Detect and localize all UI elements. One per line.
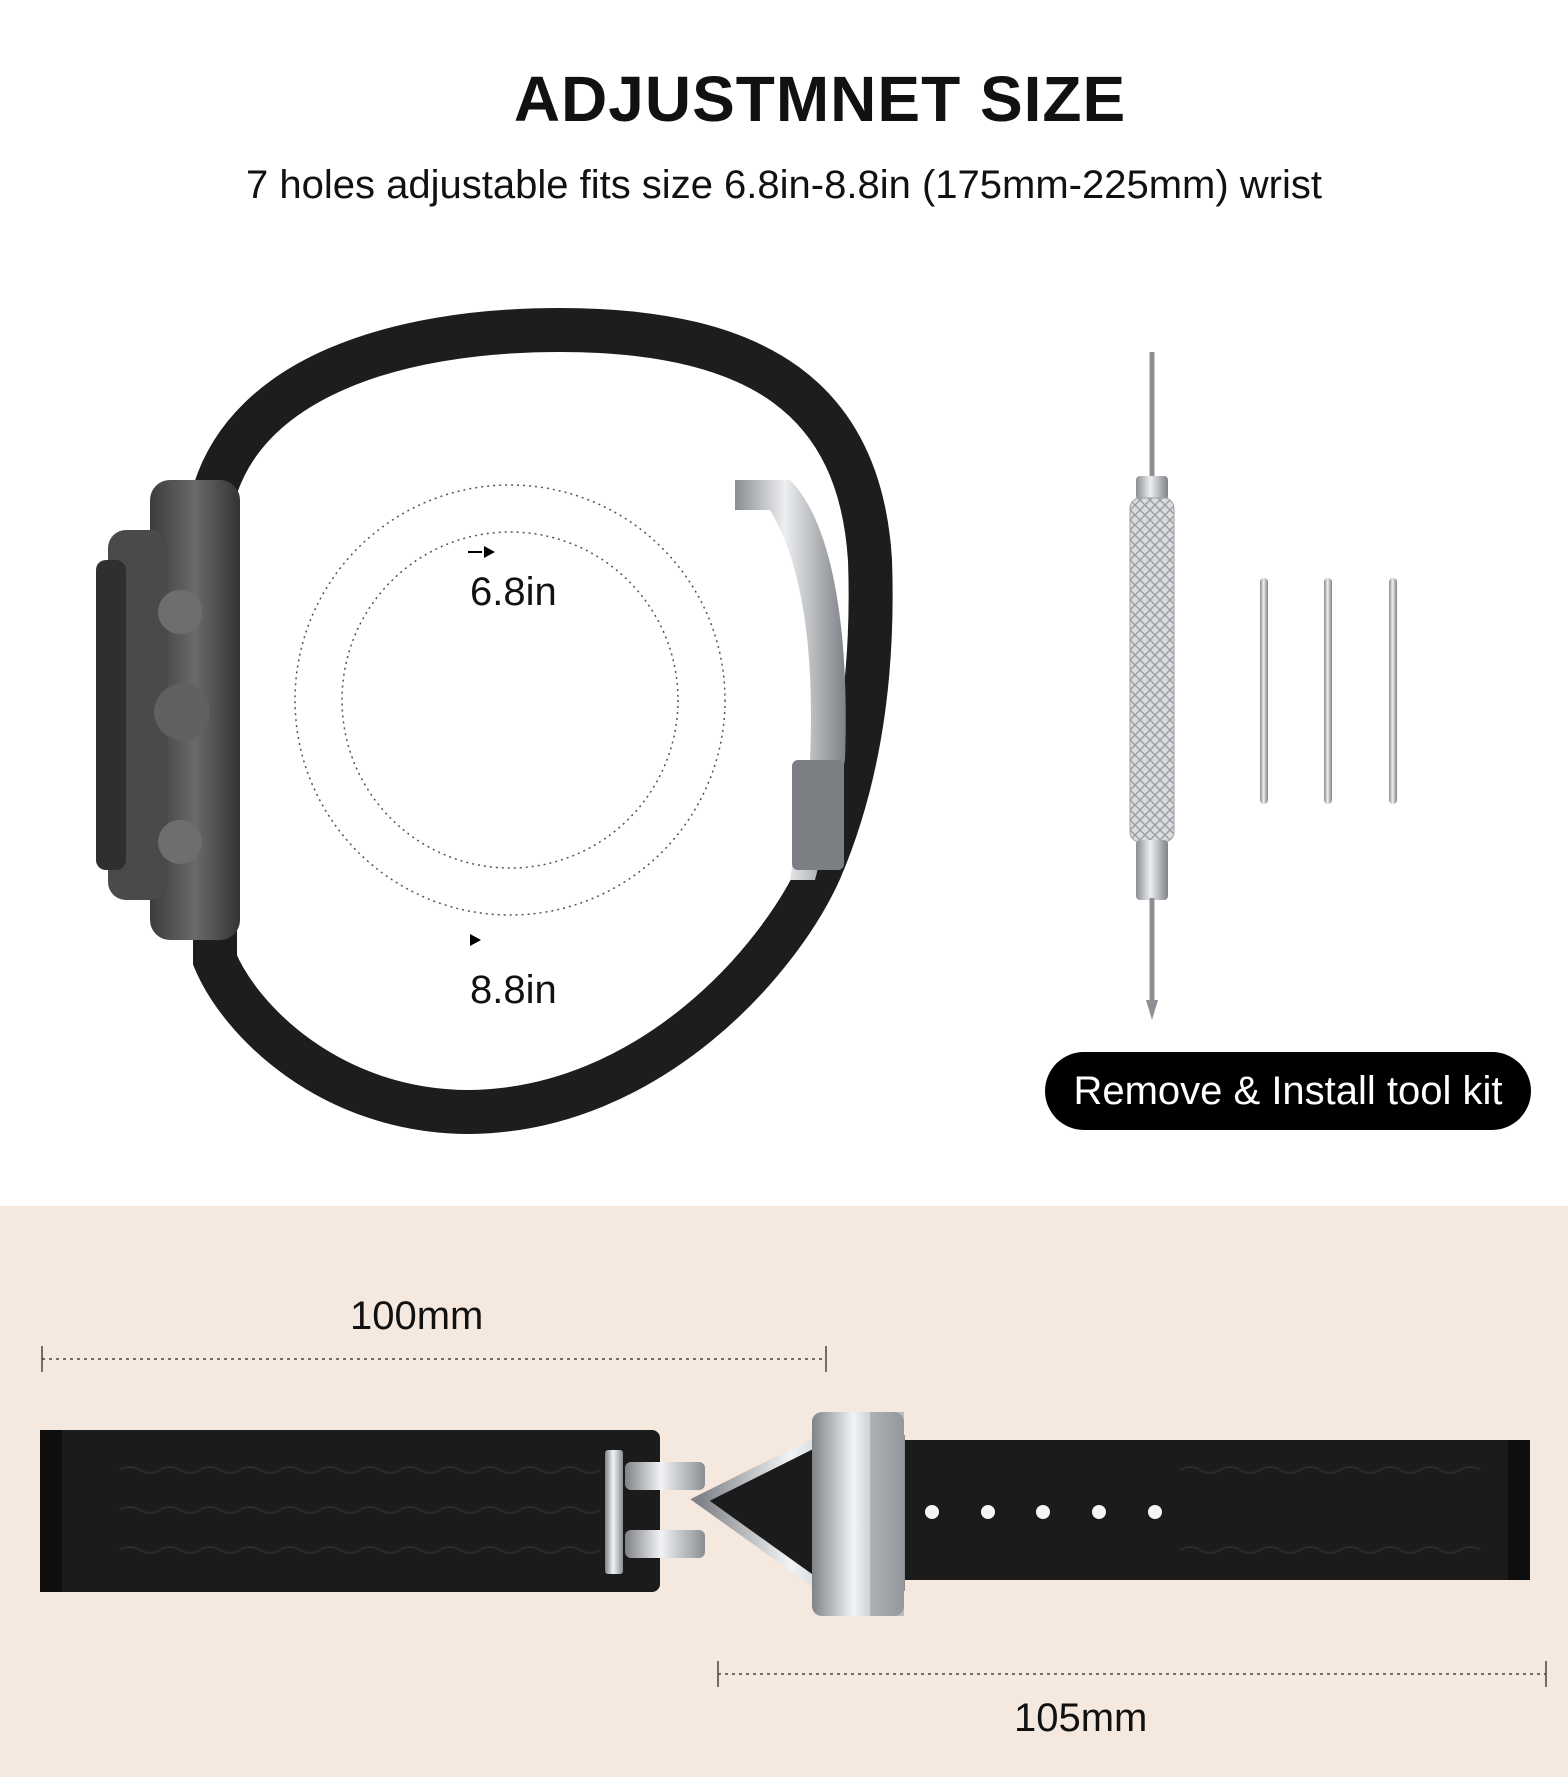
page-subtitle: 7 holes adjustable fits size 6.8in-8.8in (175mm-225mm) wrist [246, 163, 1322, 207]
page-title: ADJUSTMNET SIZE [513, 63, 1127, 135]
spring-bar-tool [1130, 352, 1174, 1020]
crown [154, 684, 210, 740]
size-max-label: 8.8in [470, 968, 557, 1012]
length-100mm-label: 100mm [350, 1294, 484, 1338]
pusher-bottom [158, 820, 202, 864]
pusher-top [158, 590, 202, 634]
strap-section [0, 1206, 1568, 1777]
size-circle-outer [295, 485, 725, 915]
size-min-label: 6.8in [470, 570, 557, 614]
spring-bars [1260, 578, 1397, 804]
tool-kit-badge: Remove & Install tool kit [1045, 1052, 1531, 1130]
length-105mm-label: 105mm [1014, 1696, 1148, 1740]
clasp-buckle [792, 760, 844, 870]
